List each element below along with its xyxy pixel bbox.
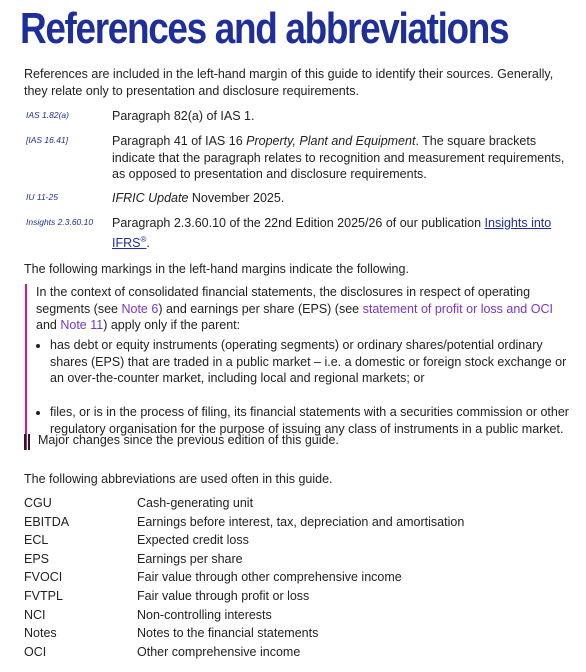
statement-link[interactable]: statement of profit or loss and OCI	[362, 301, 553, 316]
callout-text: In the context of consolidated financial statements, the disclosures in respect of operating segments (see	[36, 285, 531, 316]
bullet-text: has debt or equity instruments (operating segments) or ordinary shares/potential ordinary shares (EPS) that are traded in a public market – i.e. a domestic or foreign stock exchange or an over-the-counter market, including local and regional markets; or	[50, 338, 567, 385]
abbreviation-term: NCI	[24, 607, 46, 622]
reference-tag: [IAS 16.41]	[26, 135, 69, 145]
reference-text-part: .	[146, 235, 150, 250]
note-11-link[interactable]: Note 11	[60, 318, 104, 332]
bullet-dot	[36, 411, 40, 415]
note-6-link[interactable]: Note 6	[121, 301, 159, 316]
markings-intro: The following markings in the left-hand margins indicate the following.	[24, 262, 409, 276]
abbreviation-term: FVTPL	[24, 588, 63, 603]
abbreviation-term: ECL	[24, 533, 49, 548]
listed-entity-callout	[24, 284, 580, 454]
abbreviation-meaning: Fair value through profit or loss	[137, 588, 310, 603]
reference-text-part: Paragraph 41 of IAS 16	[112, 134, 247, 148]
abbreviation-meaning: Fair value through other comprehensive income	[137, 570, 402, 585]
reference-text	[112, 133, 572, 183]
bullet-dot	[36, 344, 40, 348]
callout-text: ) and earnings per share (EPS) (see	[158, 301, 363, 316]
abbreviation-term: EBITDA	[24, 514, 70, 529]
bullet-item	[36, 337, 576, 387]
callout-text: and	[36, 318, 61, 332]
abbreviation-meaning: Earnings per share	[137, 551, 243, 566]
reference-text-part: November 2025.	[188, 191, 285, 205]
reference-tag: IU 11-25	[26, 192, 58, 202]
abbreviation-term: FVOCI	[24, 570, 63, 585]
abbreviation-meaning: Non-controlling interests	[137, 607, 272, 622]
reference-tag: IAS 1.82(a)	[26, 110, 69, 120]
margin-marker-bar	[25, 284, 27, 450]
reference-text	[112, 190, 572, 207]
reference-italic-title: IFRIC Update	[112, 191, 189, 205]
reference-tag: Insights 2.3.60.10	[26, 217, 94, 227]
abbreviation-term: EPS	[24, 551, 50, 566]
callout-text: ) apply only if the parent:	[103, 318, 241, 332]
insights-link-label: Insights into IFRS	[112, 216, 552, 250]
callout-paragraph	[36, 284, 576, 334]
bullet-text: files, or is in the process of filing, its financial statements with a securities commission or other regulatory organisation for the purpose of issuing any class of instruments in a public market.	[50, 405, 569, 436]
page-title: References and abbreviations	[20, 4, 509, 53]
intro-paragraph: References are included in the left-hand margin of this guide to identify their sources. Generally, they relate only to presentation and disclosure requirements.	[24, 67, 554, 98]
reference-text-part: . The square brackets indicate that the paragraph relates to recognition and measurement requirements, as opposed to presentation and disclosure requirements.	[112, 134, 565, 181]
abbreviation-meaning: Other comprehensive income	[137, 644, 301, 659]
abbreviation-meaning: Earnings before interest, tax, depreciation and amortisation	[137, 514, 465, 529]
major-changes-text: Major changes since the previous edition of this guide.	[38, 433, 339, 447]
abbreviation-term: Notes	[24, 626, 57, 641]
reference-italic-title: Property, Plant and Equipment	[246, 134, 416, 148]
registered-mark: ®	[140, 234, 147, 244]
major-changes-marker	[24, 433, 339, 447]
abbreviation-meaning: Cash-generating unit	[137, 496, 254, 510]
reference-text-part: Paragraph 2.3.60.10 of the 22nd Edition 2025/26 of our publication	[112, 216, 485, 230]
abbreviation-meaning: Expected credit loss	[137, 533, 249, 548]
abbreviation-term: CGU	[24, 496, 52, 510]
reference-text	[112, 215, 572, 251]
reference-text: Paragraph 82(a) of IAS 1.	[112, 109, 255, 123]
double-bar-icon	[24, 434, 30, 450]
abbreviation-term: OCI	[24, 644, 47, 659]
abbreviations-intro: The following abbreviations are used often in this guide.	[24, 472, 333, 486]
abbreviation-meaning: Notes to the financial statements	[137, 626, 319, 641]
